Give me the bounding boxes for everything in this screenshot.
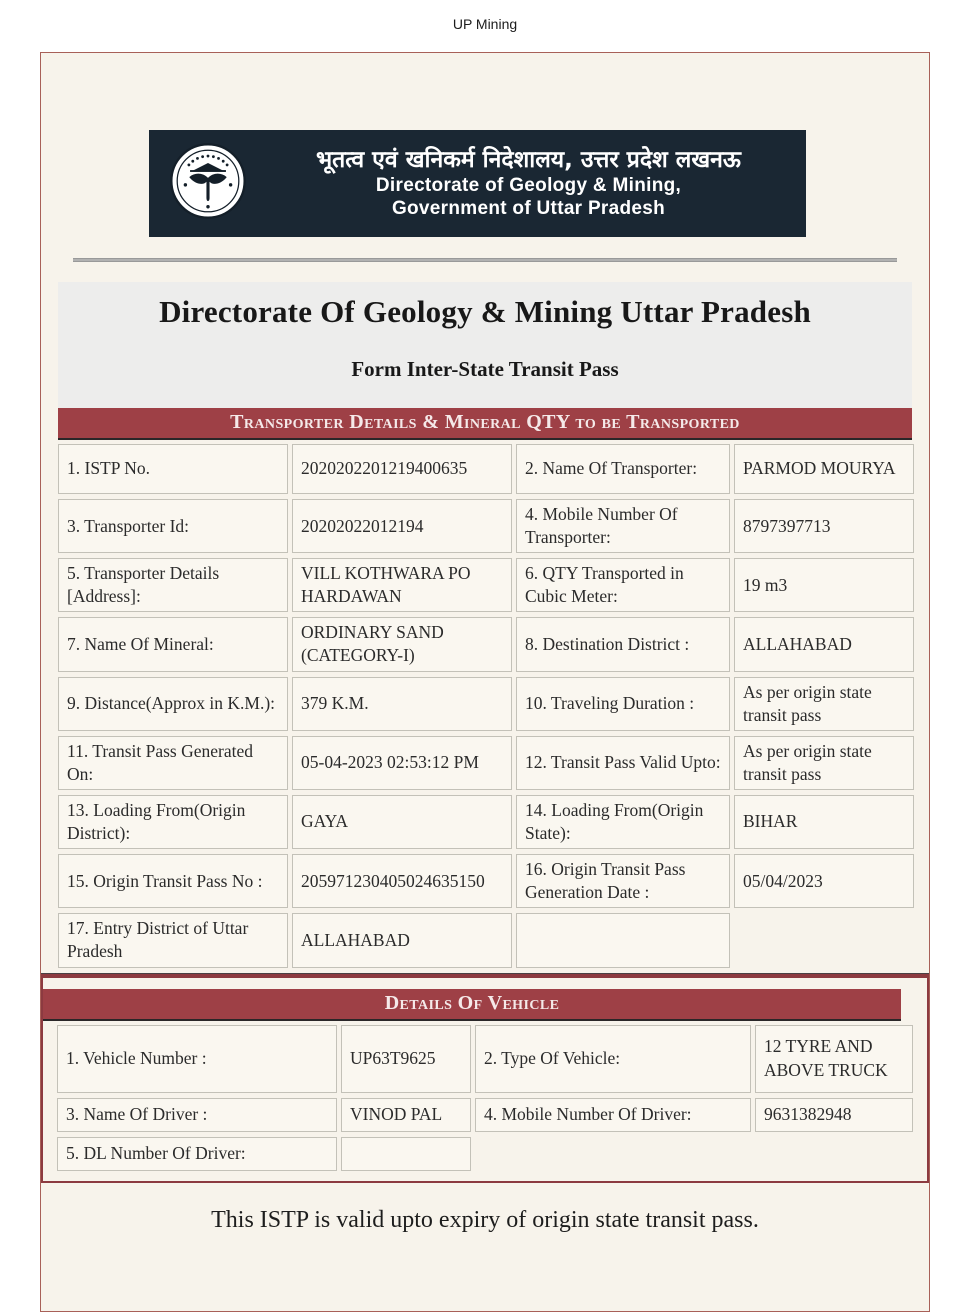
field-label: 4. Mobile Number Of Transporter: [516,499,730,553]
field-value: 8797397713 [734,499,914,553]
masthead-english-line1: Directorate of Geology & Mining, [375,175,682,197]
masthead-english-line2: Government of Uttar Pradesh [391,197,666,219]
field-label: 13. Loading From(Origin District): [58,795,288,849]
vehicle-section-header: Details Of Vehicle [43,989,901,1021]
field-value: ALLAHABAD [292,913,512,967]
field-value: As per origin state transit pass [734,677,914,731]
document-title: Directorate Of Geology & Mining Uttar Pradesh [159,294,811,329]
field-label: 3. Name Of Driver : [57,1098,337,1132]
document-heading-block [58,282,912,408]
field-label: 5. DL Number Of Driver: [57,1137,337,1171]
field-value: 12 TYRE AND ABOVE TRUCK [755,1025,913,1093]
field-value: ORDINARY SAND (CATEGORY-I) [292,617,512,671]
department-masthead [149,130,806,237]
field-value-empty [516,913,730,967]
validity-note: This ISTP is valid upto expiry of origin state transit pass. [211,1206,759,1233]
field-value: BIHAR [734,795,914,849]
field-label: 17. Entry District of Uttar Pradesh [58,913,288,967]
field-value: ALLAHABAD [734,617,914,671]
field-value: 9631382948 [755,1098,913,1132]
field-label: 1. Vehicle Number : [57,1025,337,1093]
empty-space [475,1137,751,1171]
vehicle-details-table [57,1025,913,1171]
field-label: 7. Name Of Mineral: [58,617,288,671]
field-value: 379 K.M. [292,677,512,731]
field-label: 15. Origin Transit Pass No : [58,854,288,908]
up-government-emblem-icon [169,142,247,225]
transporter-section-header: Transporter Details & Mineral QTY to be Transported [58,408,912,440]
field-value: As per origin state transit pass [734,736,914,790]
field-value: VINOD PAL [341,1098,471,1132]
field-label: 8. Destination District : [516,617,730,671]
field-label: 10. Traveling Duration : [516,677,730,731]
field-label: 3. Transporter Id: [58,499,288,553]
masthead-text [265,146,792,220]
field-label: 1. ISTP No. [58,444,288,494]
field-label: 14. Loading From(Origin State): [516,795,730,849]
document-subtitle: Form Inter-State Transit Pass [351,357,619,381]
masthead-hindi-title: भूतत्व एवं खनिकर्म निदेशालय, उत्तर प्रदेश लखनऊ [316,147,741,174]
field-value: 05/04/2023 [734,854,914,908]
field-value: 2020202201219400635 [292,444,512,494]
field-label: 9. Distance(Approx in K.M.): [58,677,288,731]
field-label: 2. Name Of Transporter: [516,444,730,494]
field-value-empty [341,1137,471,1171]
field-value: PARMOD MOURYA [734,444,914,494]
field-value: 20202022012194 [292,499,512,553]
transit-pass-document [40,52,930,1312]
empty-space [734,913,914,967]
field-value: VILL KOTHWARA PO HARDAWAN [292,558,512,612]
field-label: 11. Transit Pass Generated On: [58,736,288,790]
field-label: 5. Transporter Details [Address]: [58,558,288,612]
field-value: 19 m3 [734,558,914,612]
field-label: 6. QTY Transported in Cubic Meter: [516,558,730,612]
field-label: 12. Transit Pass Valid Upto: [516,736,730,790]
browser-page-title: UP Mining [452,16,518,32]
horizontal-rule [73,258,897,262]
empty-space [755,1137,913,1171]
field-label: 2. Type Of Vehicle: [475,1025,751,1093]
field-label: 16. Origin Transit Pass Generation Date : [516,854,730,908]
field-label: 4. Mobile Number Of Driver: [475,1098,751,1132]
vehicle-section [41,978,929,1183]
field-value: UP63T9625 [341,1025,471,1093]
field-value: 205971230405024635150 [292,854,512,908]
field-value: GAYA [292,795,512,849]
field-value: 05-04-2023 02:53:12 PM [292,736,512,790]
transporter-details-table [58,444,912,968]
